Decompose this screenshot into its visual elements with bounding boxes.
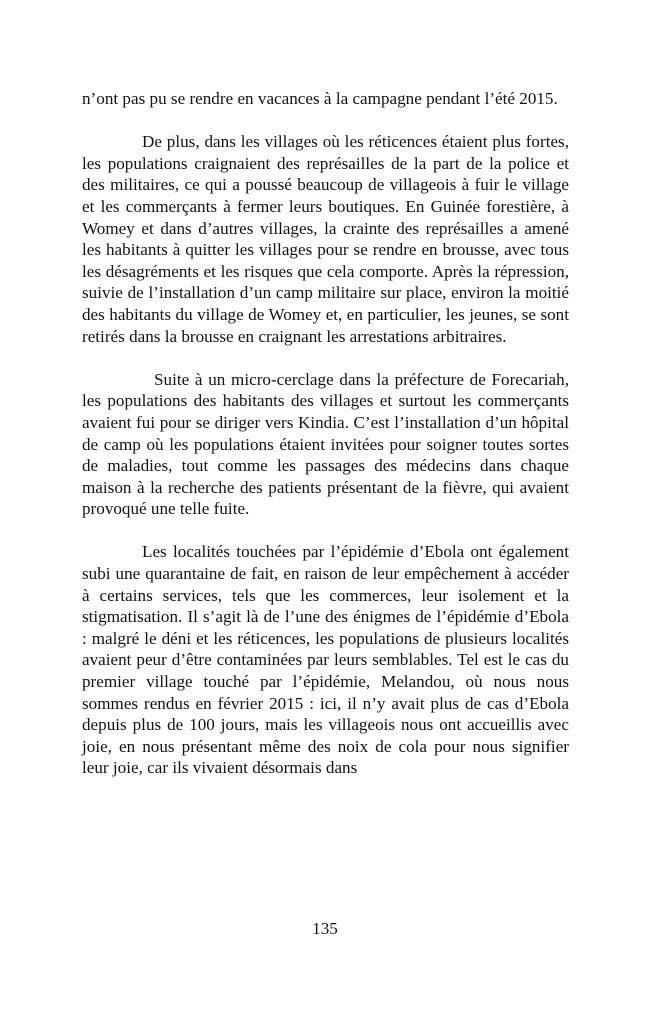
paragraph-continuation: n’ont pas pu se rendre en vacances à la campagne pendant l’été 2015. — [82, 89, 558, 108]
paragraph-villages-represailles: De plus, dans les villages où les réticences étaient plus fortes, les populations craignaient des représailles de la part de la police et des militaires, ce qui a poussé beaucoup de villageois à fuir le village et les commerçants à fermer leurs boutiques. En Guinée forestière, à Womey et dans d’autres villages, la crainte des représailles a amené les habitants à quitter les villages pour se rendre en brousse, avec tous les désagréments et les risques que cela comporte. Après la répression, suivie de l’installation d’un camp militaire sur place, environ la moitié des habitants du village de Womey et, en particulier, les jeunes, se sont retirés dans la brousse en craignant les arrestations arbitraires. — [82, 132, 569, 346]
page-text-block — [82, 88, 569, 779]
paragraph-forecariah-micro-cerclage: Suite à un micro-cerclage dans la préfecture de Forecariah, les populations des habitants des villages et surtout les commerçants avaient fui pour se diriger vers Kindia. C’est l’installation d’un hôpital de camp où les populations étaient invitées pour soigner toutes sortes de maladies, tout comme les passages des médecins dans chaque maison à la recherche des patients présentant de la fièvre, qui avaient provoqué une telle fuite. — [82, 369, 569, 519]
paragraph-localites-quarantaine: Les localités touchées par l’épidémie d’Ebola ont également subi une quarantaine de fait, en raison de leur empêchement à accéder à certains services, tels que les commerces, leur isolement et la stigmatisation. Il s’agit là de l’une des énigmes de l’épidémie d’Ebola : malgré le déni et les réticences, les populations de plusieurs localités avaient peur d’être contaminées par leurs semblables. Tel est le cas du premier village touché par l’épidémie, Melandou, où nous nous sommes rendus en février 2015 : ici, il n’y avait plus de cas d’Ebola depuis plus de 100 jours, mais les villageois nous ont accueillis avec joie, en nous présentant même des noix de cola pour nous signifier leur joie, car ils vivaient désormais dans — [82, 542, 569, 778]
page-number: 135 — [312, 919, 338, 938]
